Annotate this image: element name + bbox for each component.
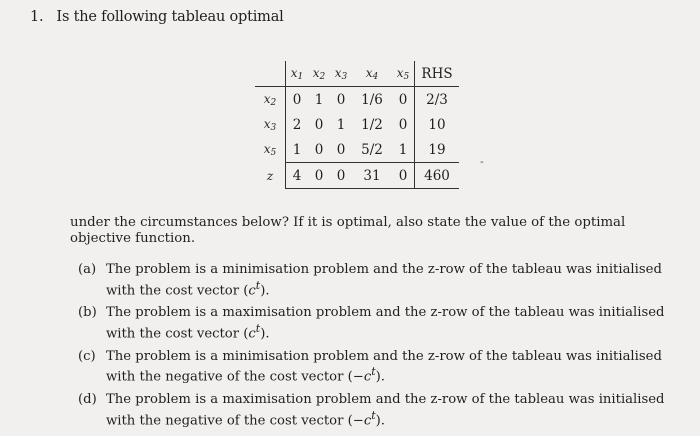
tableau-cell: 0	[314, 141, 324, 158]
tableau-cell: 1/2	[361, 116, 383, 133]
stray-mark: -	[480, 155, 484, 168]
tableau-cell: 0	[398, 116, 408, 133]
tableau-cell: 1	[286, 137, 309, 163]
tableau-cell: 0	[398, 91, 408, 108]
z-cell: 0	[330, 163, 352, 189]
header-x2: $x_2$	[308, 61, 330, 87]
part-b: (b) The problem is a maximisation problem and the z-row of the tableau was initialised with the cost vector $(c^t)$.	[78, 305, 665, 342]
header-x5: $x_5$	[392, 61, 415, 87]
tableau-cell: 5/2	[361, 141, 383, 158]
question-heading	[30, 9, 284, 25]
header-rhs: RHS	[415, 61, 460, 87]
header-x1: $x_1$	[286, 61, 309, 87]
part-d: (d) The problem is a maximisation problem and the z-row of the tableau was initialised with the negative of the cost vector $(-c^t)$.	[78, 392, 665, 429]
tableau-cell: 1/6	[361, 91, 383, 108]
tableau-cell: 0	[314, 116, 324, 133]
tableau-cell: 1	[398, 141, 408, 158]
rhs-cell: 19	[415, 137, 460, 163]
tableau-header-row	[255, 61, 459, 87]
z-rhs-cell: 460	[415, 163, 460, 189]
tableau-row	[255, 137, 459, 163]
rhs-cell: 2/3	[415, 87, 460, 113]
part-label: (b)	[78, 305, 97, 321]
tableau-cell: 0	[336, 141, 346, 158]
tableau-row	[255, 87, 459, 113]
header-x3: $x_3$	[330, 61, 352, 87]
z-row	[255, 163, 459, 189]
basic-var-label: $x_5$	[263, 141, 277, 158]
part-label: (a)	[78, 262, 97, 277]
tableau-cell: 2	[286, 112, 309, 137]
tableau-row	[255, 112, 459, 137]
header-x4: $x_4$	[352, 61, 392, 87]
z-cell: 0	[392, 163, 415, 189]
z-cell: 0	[308, 163, 330, 189]
tableau-cell: 1	[336, 116, 346, 133]
z-row-label: z	[266, 168, 274, 183]
z-cell: 4	[286, 163, 309, 189]
part-label: (c)	[78, 348, 96, 364]
question-text: Is the following tableau optimal	[56, 9, 284, 25]
tableau-cell: 0	[286, 87, 309, 113]
basic-var-label: $x_3$	[263, 116, 277, 133]
part-label: (d)	[78, 392, 97, 408]
question-intro: under the circumstances below? If it is optimal, also state the value of the optimal objective function.	[70, 215, 626, 246]
question-number: 1.	[30, 9, 44, 25]
part-a: (a) The problem is a minimisation problem and the z-row of the tableau was initialised with the cost vector $(c^t)$.	[78, 262, 662, 298]
question-parts	[78, 262, 678, 436]
basic-var-label: $x_2$	[263, 91, 277, 108]
part-c: (c) The problem is a minimisation problem and the z-row of the tableau was initialised with the negative of the cost vector $(-c^t)$.	[78, 348, 662, 385]
rhs-cell: 10	[415, 112, 460, 137]
z-cell: 31	[352, 163, 392, 189]
tableau-cell: 0	[336, 91, 346, 108]
tableau-cell: 1	[314, 91, 324, 108]
simplex-tableau	[255, 61, 459, 189]
